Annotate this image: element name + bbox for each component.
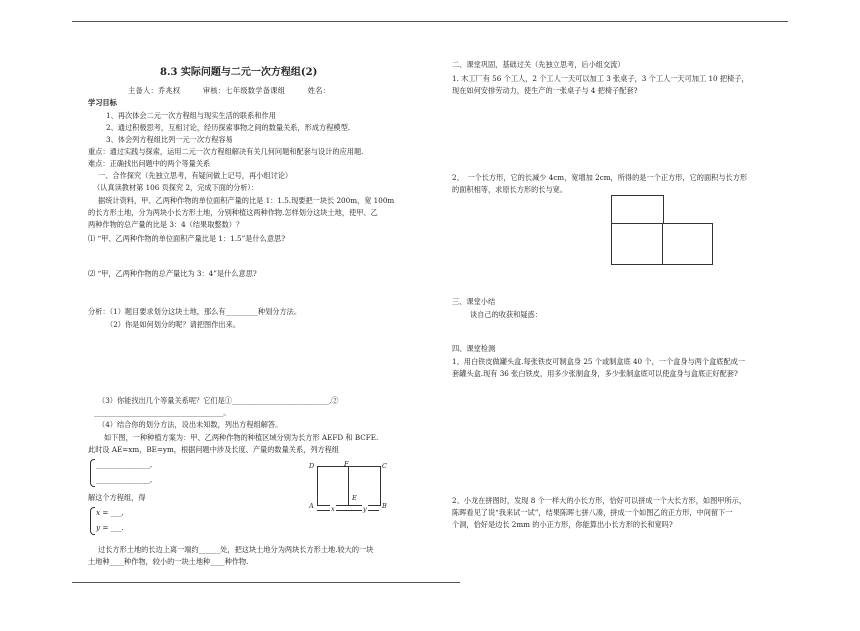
x-solution: x = ___,	[96, 508, 124, 517]
key-point-text: 重点：通过实践与探索，运用二元一次方程组解决有关几何问题和配套与设计的应用题.	[88, 147, 364, 156]
land-rectangle	[317, 466, 381, 506]
equation-brace	[90, 459, 95, 487]
label-x: x	[331, 505, 335, 513]
dimension-line	[317, 510, 379, 511]
equation-blank: _______________,	[96, 475, 153, 484]
section-1-title: 一、合作探究（先独立思考，有疑问做上记号，再小组讨论）	[98, 171, 293, 180]
label-a: A	[309, 502, 314, 510]
page-title: 8.3 实际问题与二元一次方程组(2)	[160, 67, 318, 78]
equation-blank: _______________,	[96, 460, 153, 469]
bottom-rule	[72, 582, 460, 583]
section-2-title: 二、课堂巩固，基础过关（先独立思考，后小组交流）	[452, 60, 625, 69]
question-2: ⑵ “甲，乙两种作物的总产量比为 3：4”是什么意思?	[88, 269, 257, 278]
test-2-line: 陈晖看见了说“我来试一试”，结果陈晖七拼八凑，拼成一个如图乙的正方形，中间留下一	[452, 508, 733, 517]
problem-2-line: 的面积相等，求原长方形的长与宽。	[452, 185, 568, 194]
section-4-title: 四、课堂检测	[452, 344, 496, 353]
problem-line: 据统计资料，甲、乙两种作物的单位面积产量的比是 1：1.5.现要把一块长 200m，宽 100m	[98, 196, 395, 205]
solution-brace	[90, 507, 95, 535]
label-y: y	[363, 505, 367, 513]
label-c: C	[382, 462, 387, 470]
lower-left-square	[611, 223, 664, 265]
section-3-title: 三、课堂小结	[452, 297, 496, 306]
difficulty: 难点：正确找出问题中的两个等量关系	[88, 159, 211, 168]
goal-item: 2、通过积极思考，互相讨论，经历探索事物之间的数量关系，形成方程模型.	[106, 123, 351, 132]
conclusion-1: 过长方形土地的长边上离一端约______处，把这块土地分为两块长方形土地.较大的一块	[98, 545, 374, 554]
problem-1-line: 1. 木工厂有 56 个工人，2 个工人一天可以加工 3 张桌子，3 个工人一天可加工 10 把椅子，	[452, 74, 749, 83]
upper-square	[611, 195, 664, 225]
analysis-2: （2）你是如何划分的呢？请把图作出来。	[106, 320, 240, 329]
solve-label: 解这个方程组，得	[88, 493, 146, 502]
analysis-3-blank: ____________________________________。	[94, 408, 231, 417]
top-rule	[72, 21, 788, 22]
goal-item: 1、再次体会二元一次方程组与现实生活的联系和作用	[106, 111, 276, 120]
test-2-line: 个洞，恰好是边长 2mm 的小正方形，你能算出小长方形的长和宽吗?	[452, 520, 673, 529]
lower-right-rectangle	[662, 223, 713, 265]
label-e: E	[352, 494, 357, 502]
y-solution: y = ___.	[96, 523, 124, 532]
figure-setup: 此时设 AE=xm，BE=ym，根据问题中涉及长度、产量的数量关系，列方程组	[88, 445, 340, 454]
section-3-text: 谈自己的收获和疑惑：	[470, 310, 542, 319]
problem-2-line: 2、 一个长方形，它的长减少 4cm，宽增加 2cm，所得的是一个正方形，它的面积与长方形	[452, 173, 748, 182]
test-1-line: 1、用白铁皮做罐头盒.每张铁皮可制盒身 25 个或制盒底 40 个，一个盒身与两个盒底配成一	[452, 357, 746, 366]
divider-line	[348, 466, 349, 505]
figure-intro: 如下图，一种种植方案为：甲、乙两种作物的种植区域分别为长方形 AEFD 和 BCFE.	[104, 433, 379, 442]
problem-1-line: 现在如何安排劳动力，使生产的一张桌子与 4 把椅子配套?	[452, 86, 638, 95]
credits-line: 主备人：乔兆权 审核：七年级数学备课组 姓名：	[128, 86, 331, 95]
conclusion-2: 土地种____种作物，较小的一块土地种____种作物.	[88, 557, 249, 566]
test-2-line: 2、小龙在拼图时，发现 8 个一样大的小长方形，恰好可以拼成一个大长方形，如图甲所示，	[452, 496, 747, 505]
question-1: ⑴ “甲、乙两种作物的单位面积产量比是 1：1.5”是什么意思?	[88, 234, 286, 243]
analysis-1: 分析：（1）题目要求划分这块土地，那么有_________种划分方法。	[88, 307, 302, 316]
label-d: D	[309, 462, 315, 470]
test-1-line: 套罐头盒.现有 36 张白铁皮，用多少张制盒身，多少张制盒底可以使盒身与盒底正好配套?	[452, 369, 738, 378]
problem-line: 两种作物的总产量的比是 3：4（结果取整数）？	[88, 220, 244, 229]
label-f: F	[344, 460, 349, 468]
analysis-4: （4）结合你的划分方法，设出未知数，列出方程组解答。	[98, 420, 283, 429]
goal-item: 3、体会列方程组比列一元一次方程容易	[106, 135, 233, 144]
label-b: B	[382, 502, 387, 510]
section-1-note: （认真读教材第 106 页探究 2，完成下面的分析）：	[93, 183, 259, 192]
goals-heading: 学习目标	[88, 98, 117, 107]
problem-line: 的长方形土地，分为两块小长方形土地，分别种植这两种作物.怎样划分这块土地，使甲、乙	[88, 208, 378, 217]
key-point	[88, 147, 363, 157]
analysis-3: （3）你能找出几个等量关系呢？它们是①___________________________,②	[98, 396, 339, 405]
